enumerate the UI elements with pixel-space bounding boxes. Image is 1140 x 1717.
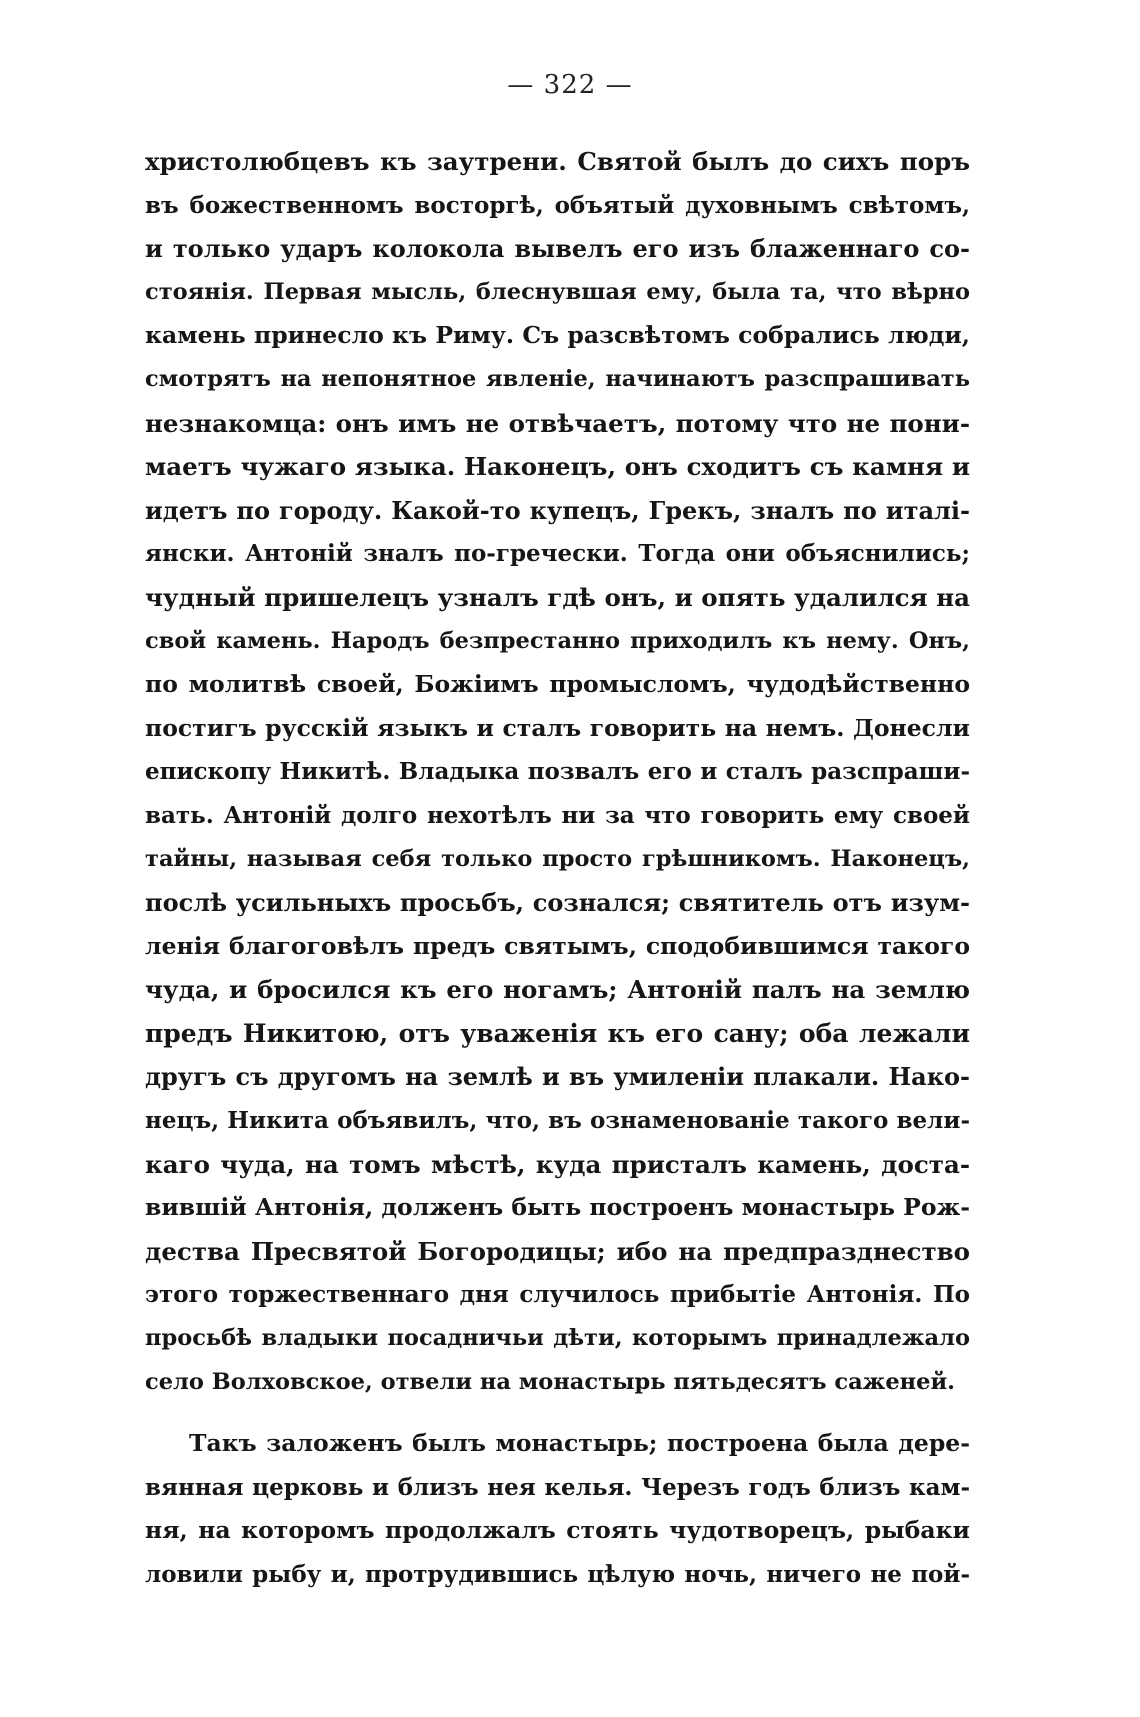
text-line: ня, на которомъ продолжалъ стоять чудотворецъ, рыбаки <box>145 1516 970 1545</box>
text-line: чуда, и бросился къ его ногамъ; Антоній палъ на землю <box>145 975 970 1005</box>
text-line: Такъ заложенъ былъ монастырь; построена была дере- <box>189 1429 970 1458</box>
text-line: постигъ русскій языкъ и сталъ говорить на немъ. Донесли <box>145 713 970 742</box>
text-line: вать. Антоній долго нехотѣлъ ни за что говорить ему своей <box>145 801 970 829</box>
text-line: стоянія. Первая мысль, блеснувшая ему, была та, что вѣрно <box>145 278 970 305</box>
text-line: каго чуда, на томъ мѣстѣ, куда присталъ камень, доста- <box>145 1149 970 1179</box>
text-line: село Волховское, отвели на монастырь пятьдесятъ саженей. <box>145 1368 955 1395</box>
text-line: послѣ усильныхъ просьбъ, сознался; святитель отъ изум- <box>145 888 970 918</box>
text-line: просьбѣ владыки посадничьи дѣти, которымъ принадлежало <box>145 1325 970 1352</box>
text-line: другъ съ другомъ на землѣ и въ умиленіи плакали. Нако- <box>145 1062 970 1092</box>
text-line: свой камень. Народъ безпрестанно приходилъ къ нему. Онъ, <box>145 627 970 654</box>
text-line: янски. Антоній зналъ по-гречески. Тогда они объяснились; <box>145 540 970 568</box>
text-line: по молитвѣ своей, Божіимъ промысломъ, чудодѣйственно <box>145 670 970 699</box>
paragraph-1 <box>145 140 970 1404</box>
text-line: въ божественномъ восторгѣ, объятый духовнымъ свѣтомъ, <box>145 191 970 219</box>
text-line: епископу Никитѣ. Владыка позвалъ его и сталъ разспраши- <box>145 758 970 786</box>
text-line: вянная церковь и близъ нея келья. Черезъ годъ близъ кам- <box>145 1473 970 1501</box>
text-line: дества Пресвятой Богородицы; ибо на предпразднество <box>145 1236 970 1266</box>
text-line: христолюбцевъ къ заутрени. Святой былъ до сихъ поръ <box>145 147 970 176</box>
text-line: маетъ чужаго языка. Наконецъ, онъ сходитъ съ камня и <box>145 452 970 482</box>
page-number: — 322 — <box>507 70 633 100</box>
text-line: ловили рыбу и, протрудившись цѣлую ночь, ничего не пой- <box>145 1561 970 1588</box>
text-line: этого торжественнаго дня случилось прибытіе Антонія. По <box>145 1281 970 1309</box>
paragraph-gap <box>145 1404 970 1422</box>
text-line: предъ Никитою, отъ уваженія къ его сану; оба лежали <box>145 1018 970 1048</box>
text-line: смотрятъ на непонятное явленіе, начинаютъ разспрашивать <box>145 365 970 392</box>
text-line: ленія благоговѣлъ предъ святымъ, сподобившимся такого <box>145 931 970 960</box>
text-line: вившій Антонія, долженъ быть построенъ монастырь Рож- <box>145 1193 970 1222</box>
text-line: тайны, называя себя только просто грѣшникомъ. Наконецъ, <box>145 845 970 872</box>
paragraph-2 <box>145 1422 970 1596</box>
text-line: нецъ, Никита объявилъ, что, въ ознаменованіе такого вели- <box>145 1107 970 1135</box>
text-line: идетъ по городу. Какой-то купецъ, Грекъ, зналъ по италі- <box>145 495 970 525</box>
text-line: и только ударъ колокола вывелъ его изъ блаженнаго со- <box>145 234 970 264</box>
body-text <box>145 140 970 1597</box>
text-line: камень принесло къ Риму. Съ разсвѣтомъ собрались люди, <box>145 321 970 350</box>
text-line: незнакомца: онъ имъ не отвѣчаетъ, потому что не пони- <box>145 408 970 438</box>
text-line: чудный пришелецъ узналъ гдѣ онъ, и опять удалился на <box>145 582 970 612</box>
